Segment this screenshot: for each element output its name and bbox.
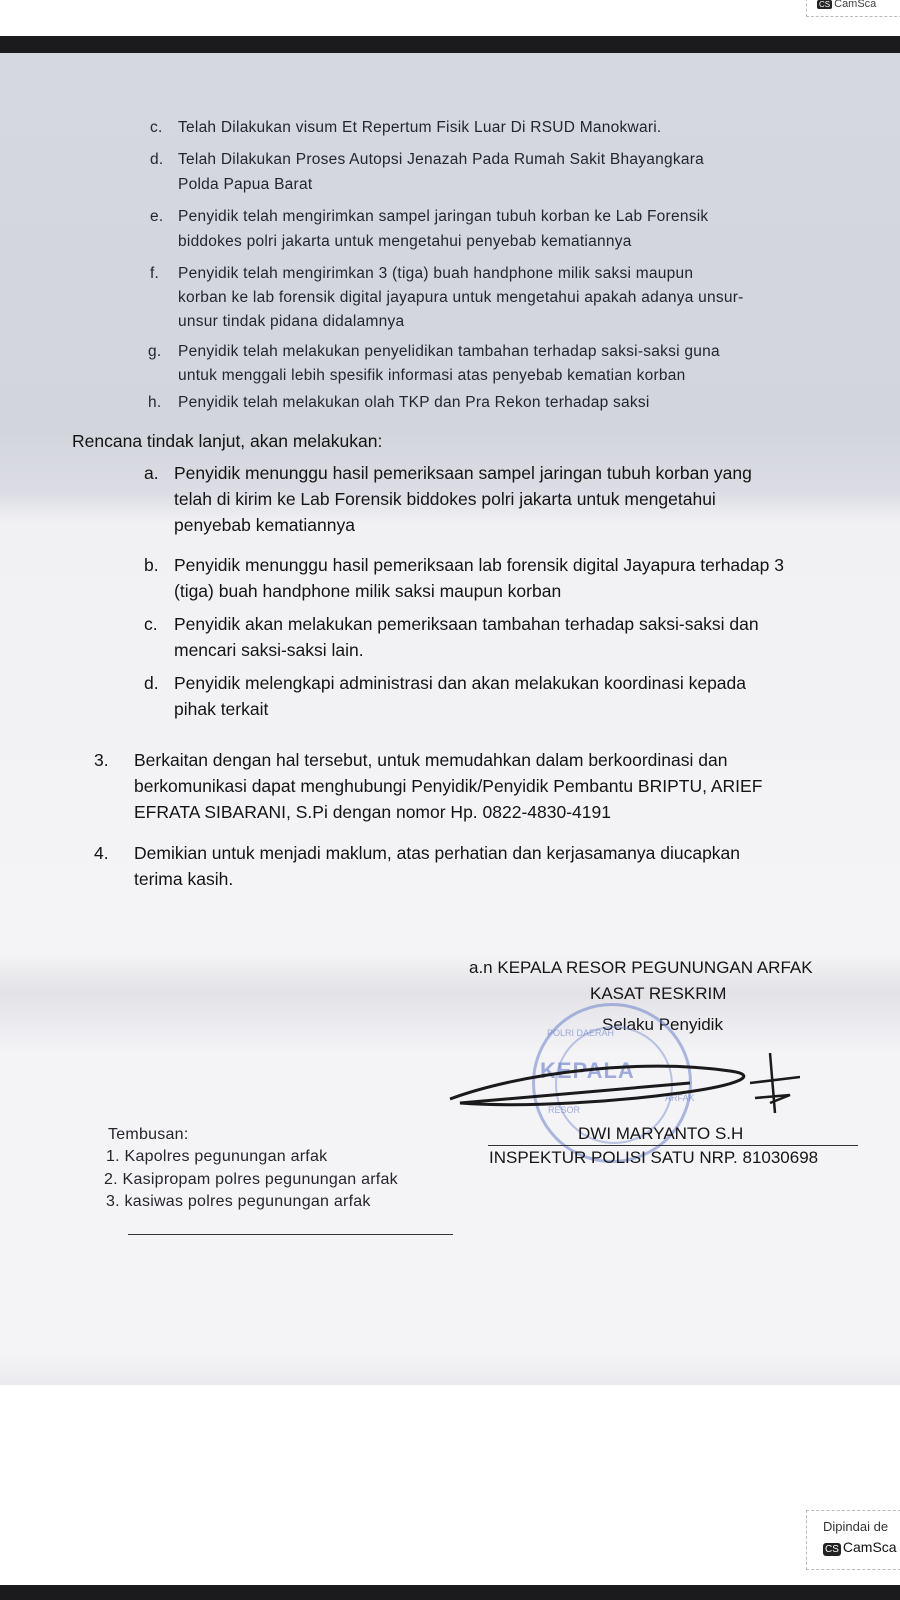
list-item-letter: a. <box>144 463 159 483</box>
paragraph-line: Berkaitan dengan hal tersebut, untuk memudahkan dalam berkoordinasi dan <box>134 750 728 770</box>
list-item-letter: d. <box>144 673 159 693</box>
list-item-line: Telah Dilakukan Proses Autopsi Jenazah Pada Rumah Sakit Bhayangkara <box>178 151 704 168</box>
list-item-letter: h. <box>148 394 162 411</box>
stamp-ring-text: ARFAK <box>665 1093 695 1103</box>
signatory-name: DWI MARYANTO S.H <box>578 1124 744 1143</box>
signature-line-1: a.n KEPALA RESOR PEGUNUNGAN ARFAK <box>469 958 813 977</box>
stamp-ring-text: RESOR <box>548 1105 581 1115</box>
camscanner-logo-icon: CS <box>825 1544 839 1555</box>
tembusan-heading: Tembusan: <box>108 1126 189 1143</box>
list-item-line: Penyidik akan melakukan pemeriksaan tambahan terhadap saksi-saksi dan <box>174 614 759 634</box>
list-item-line: Penyidik telah mengirimkan sampel jaringan tubuh korban ke Lab Forensik <box>178 208 709 225</box>
paragraph-number: 4. <box>94 843 109 863</box>
paragraph-line: terima kasih. <box>134 869 234 889</box>
list-item-line: Telah Dilakukan visum Et Repertum Fisik Luar Di RSUD Manokwari. <box>178 119 662 136</box>
list-item-line: (tiga) buah handphone milik saksi maupun korban <box>174 581 562 601</box>
handwritten-signature <box>440 1053 800 1133</box>
list-item-line: Penyidik menunggu hasil pemeriksaan lab forensik digital Jayapura terhadap 3 <box>174 555 784 575</box>
tembusan-item: 2. Kasipropam polres pegunungan arfak <box>104 1171 398 1188</box>
rencana-heading: Rencana tindak lanjut, akan melakukan: <box>72 431 383 451</box>
list-item-line: telah di kirim ke Lab Forensik biddokes polri jakarta untuk mengetahui <box>174 489 716 509</box>
signature-line-2: KASAT RESKRIM <box>590 984 727 1003</box>
list-item-line: pihak terkait <box>174 699 269 719</box>
list-item-line: Polda Papua Barat <box>178 176 313 193</box>
list-item-letter: b. <box>144 555 159 575</box>
scanned-page <box>0 53 900 1385</box>
list-item-line: unsur tindak pidana didalamnya <box>178 313 405 330</box>
list-item-line: Penyidik melengkapi administrasi dan akan melakukan koordinasi kepada <box>174 673 746 693</box>
list-item-line: biddokes polri jakarta untuk mengetahui penyebab kematiannya <box>178 233 632 250</box>
list-item-line: mencari saksi-saksi lain. <box>174 640 364 660</box>
list-item-line: untuk menggali lebih spesifik informasi atas penyebab kematian korban <box>178 367 686 384</box>
stamp-center-text: KEPALA <box>540 1058 635 1083</box>
paragraph-line: EFRATA SIBARANI, S.Pi dengan nomor Hp. 0822-4830-4191 <box>134 802 611 822</box>
list-item-letter: e. <box>150 208 164 225</box>
list-item-letter: g. <box>148 343 162 360</box>
list-item-line: Penyidik menunggu hasil pemeriksaan sampel jaringan tubuh korban yang <box>174 463 752 483</box>
camscanner-logo-icon: CS <box>819 0 831 9</box>
tembusan-item: 3. kasiwas polres pegunungan arfak <box>106 1193 371 1210</box>
camscanner-brand: CS CamSca <box>825 1539 897 1555</box>
viewer-top-bar <box>0 36 900 53</box>
list-item-line: korban ke lab forensik digital jayapura untuk mengetahui apakah adanya unsur- <box>178 289 744 306</box>
list-item-letter: f. <box>150 265 160 282</box>
signatory-rank: INSPEKTUR POLISI SATU NRP. 81030698 <box>489 1148 819 1167</box>
tembusan-underline <box>128 1234 453 1235</box>
list-item-line: Penyidik telah mengirimkan 3 (tiga) buah handphone milik saksi maupun <box>178 265 694 282</box>
viewer-bottom-bar <box>0 1585 900 1600</box>
stamp-ring-text: POLRI DAERAH <box>547 1028 615 1038</box>
list-item-letter: d. <box>150 151 164 168</box>
paragraph-number: 3. <box>94 750 109 770</box>
paragraph-line: Demikian untuk menjadi maklum, atas perhatian dan kerjasamanya diucapkan <box>134 843 741 863</box>
signature-line-3: Selaku Penyidik <box>602 1015 723 1034</box>
camscanner-watermark-bottom <box>806 1510 900 1570</box>
list-item-line: Penyidik telah melakukan olah TKP dan Pra Rekon terhadap saksi <box>178 394 650 411</box>
list-item-letter: c. <box>144 614 158 634</box>
scanned-by-label: Dipindai de <box>823 1519 889 1534</box>
list-item-line: Penyidik telah melakukan penyelidikan tambahan terhadap saksi-saksi guna <box>178 343 720 360</box>
list-item-letter: c. <box>150 119 163 136</box>
signature-underline <box>488 1145 858 1146</box>
camscanner-watermark-top: CS CamSca <box>806 0 900 17</box>
paragraph-line: berkomunikasi dapat menghubungi Penyidik/Penyidik Pembantu BRIPTU, ARIEF <box>134 776 763 796</box>
tembusan-item: 1. Kapolres pegunungan arfak <box>106 1148 328 1165</box>
list-item-line: penyebab kematiannya <box>174 515 355 535</box>
